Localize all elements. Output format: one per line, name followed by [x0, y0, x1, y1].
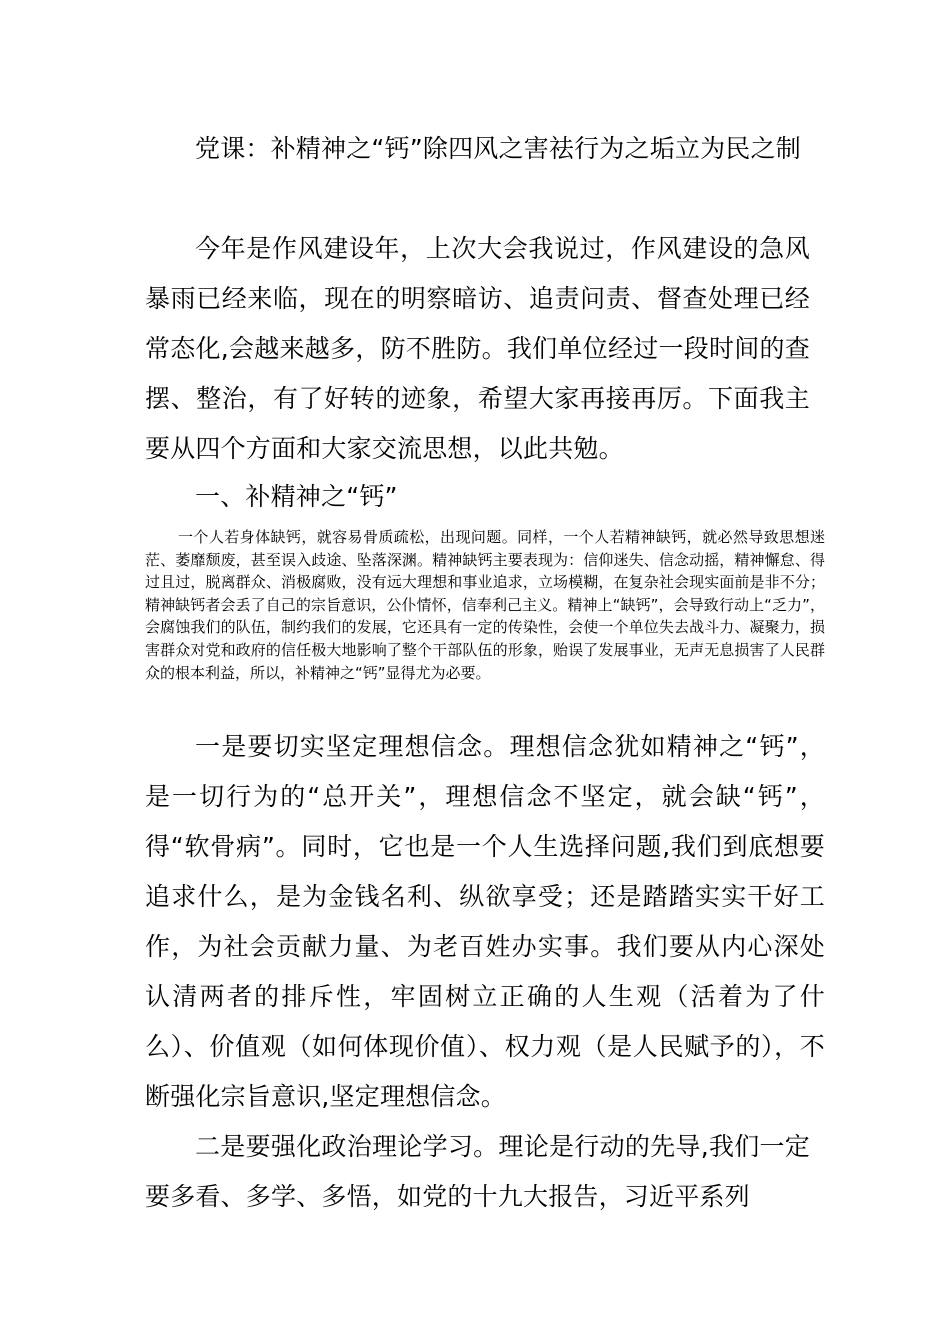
section-heading: 一、补精神之“钙”	[195, 482, 398, 511]
section-small-paragraph: 一个人若身体缺钙，就容易骨质疏松，出现问题。同样，一个人若精神缺钙，就必然导致思想迷茫、萎靡颓废，甚至误入歧途、坠落深渊。精神缺钙主要表现为：信仰迷失、信念动摇，精神懈怠、得过且过，脱离群众、消极腐败，没有远大理想和事业追求，立场模糊，在复杂社会现实面前是非不分；精神缺钙者会丢了自己的宗旨意识，公仆情怀，信奉利己主义。精神上“缺钙”，会导致行动上“乏力”，会腐蚀我们的队伍，制约我们的发展，它还具有一定的传染性，会使一个单位失去战斗力、凝聚力，损害群众对党和政府的信任极大地影响了整个干部队伍的形象，贻误了发展事业，无声无息损害了人民群众的根本利益，所以，补精神之“钙”显得尤为必要。	[145, 528, 825, 682]
paragraph-theory-study: 二是要强化政治理论学习。理论是行动的先导,我们一定要多看、多学、多悟，如党的十九大报告，习近平系列	[145, 1132, 810, 1211]
intro-paragraph: 今年是作风建设年，上次大会我说过，作风建设的急风暴雨已经来临，现在的明察暗访、追责问责、督查处理已经常态化,会越来越多，防不胜防。我们单位经过一段时间的查摆、整治，有了好转的迹象，希望大家再接再厉。下面我主要从四个方面和大家交流思想，以此共勉。	[145, 234, 810, 463]
paragraph-ideals: 一是要切实坚定理想信念。理想信念犹如精神之“钙”，是一切行为的“总开关”，理想信念不坚定，就会缺“钙”，得“软骨病”。同时，它也是一个人生选择问题,我们到底想要追求什么，是为金钱名利、纵欲享受；还是踏踏实实干好工作，为社会贡献力量、为老百姓办实事。我们要从内心深处认清两者的排斥性，牢固树立正确的人生观（活着为了什么）、价值观（如何体现价值）、权力观（是人民赋予的），不断强化宗旨意识,坚定理想信念。	[145, 732, 825, 1111]
document-title: 党课：补精神之“钙”除四风之害祛行为之垢立为民之制	[195, 134, 801, 163]
